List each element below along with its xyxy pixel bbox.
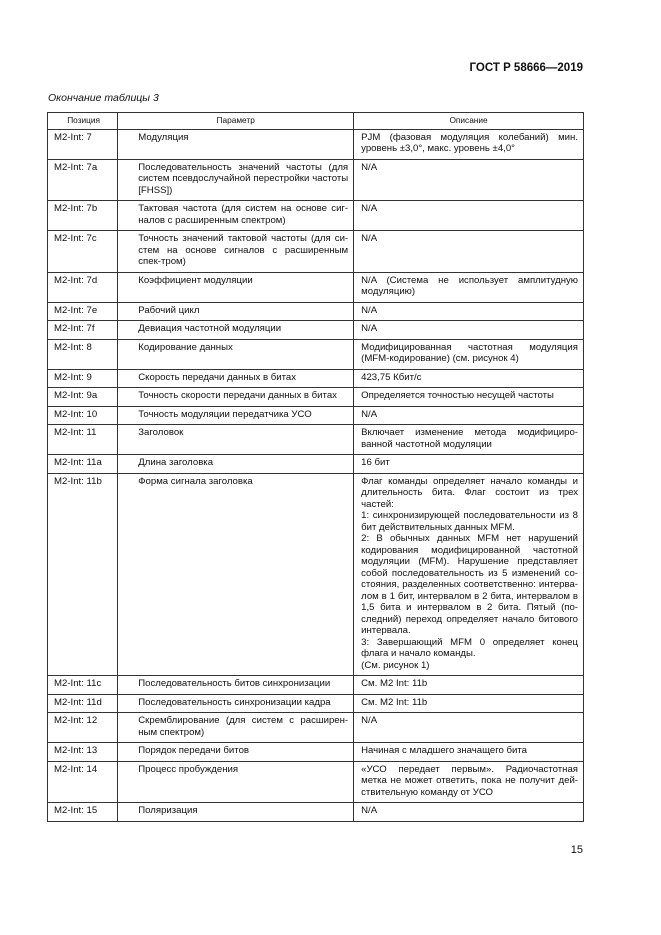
- cell-description: [354, 425, 584, 455]
- table-row: [48, 713, 584, 743]
- cell-position: M2-Int: 8: [48, 339, 118, 369]
- parameter-text: Заголовок: [138, 427, 184, 438]
- cell-position: M2-Int: 7a: [48, 159, 118, 201]
- description-text: N/A: [361, 203, 378, 214]
- cell-position: M2-Int: 7: [48, 129, 118, 159]
- cell-description: [354, 159, 584, 201]
- table-body: [48, 129, 584, 821]
- table-row: [48, 159, 584, 201]
- cell-parameter: [118, 339, 354, 369]
- cell-parameter: [118, 761, 354, 803]
- cell-position: M2-Int: 7c: [48, 231, 118, 273]
- cell-parameter: [118, 455, 354, 474]
- table-row: [48, 339, 584, 369]
- parameter-text: Процесс пробуждения: [138, 763, 239, 775]
- parameter-text: Форма сигнала заголовка: [138, 475, 253, 487]
- table-row: [48, 455, 584, 474]
- cell-position: M2-Int: 7d: [48, 272, 118, 302]
- description-text: N/A: [361, 323, 378, 334]
- parameter-text: Порядок передачи битов: [138, 745, 250, 756]
- table-row: [48, 231, 584, 273]
- cell-position: M2-Int: 9a: [48, 388, 118, 407]
- cell-description: [354, 388, 584, 407]
- table-row: [48, 388, 584, 407]
- cell-description: [354, 473, 584, 676]
- table-row: [48, 473, 584, 676]
- cell-description: [354, 302, 584, 321]
- description-text: Включает изменение метода модифициро-ванной частотной модуляции: [361, 427, 578, 450]
- table-row: [48, 321, 584, 340]
- table-row: [48, 694, 584, 713]
- table-row: [48, 803, 584, 822]
- description-text: 16 бит: [361, 457, 390, 468]
- cell-description: [354, 803, 584, 822]
- description-text: Модифицированная частотная модуляция (MFM-кодирование) (см. рисунок 4): [361, 341, 578, 364]
- table-row: [48, 369, 584, 388]
- parameter-text: Точность модуляции передатчика УСО: [138, 408, 312, 420]
- cell-parameter: [118, 743, 354, 762]
- cell-description: [354, 761, 584, 803]
- cell-description: [354, 369, 584, 388]
- description-text: N/A (Система не использует амплитудную модуляцию): [361, 274, 578, 297]
- cell-position: M2-Int: 7f: [48, 321, 118, 340]
- description-text: N/A: [361, 715, 378, 726]
- cell-description: [354, 713, 584, 743]
- cell-description: [354, 321, 584, 340]
- cell-parameter: [118, 231, 354, 273]
- cell-parameter: [118, 406, 354, 425]
- cell-description: [354, 231, 584, 273]
- cell-description: [354, 455, 584, 474]
- cell-position: M2-Int: 10: [48, 406, 118, 425]
- cell-parameter: [118, 694, 354, 713]
- description-text: См. M2 Int: 11b: [361, 678, 428, 689]
- table-row: [48, 272, 584, 302]
- description-text: N/A: [361, 304, 378, 316]
- cell-parameter: [118, 713, 354, 743]
- standard-number: ГОСТ Р 58666—2019: [469, 62, 583, 74]
- parameter-text: Рабочий цикл: [138, 304, 200, 316]
- cell-position: M2-Int: 7b: [48, 201, 118, 231]
- cell-description: [354, 406, 584, 425]
- column-header-position: Позиция: [48, 113, 118, 130]
- description-text: Определяется точностью несущей частоты: [361, 390, 554, 401]
- parameters-table: [47, 112, 584, 822]
- cell-position: M2-Int: 13: [48, 743, 118, 762]
- cell-parameter: [118, 473, 354, 676]
- description-text: «УСО передает первым». Радиочастотная метка не может ответить, пока не получит дей-ствительную команду от УСО: [361, 763, 578, 798]
- cell-parameter: [118, 321, 354, 340]
- cell-position: M2-Int: 11d: [48, 694, 118, 713]
- parameter-text: Последовательность синхронизации кадра: [138, 696, 331, 708]
- description-text: 423,75 Кбит/с: [361, 371, 422, 383]
- parameter-text: Точность значений тактовой частоты (для си-стем на основе сигналов с расширенным спек-тром): [138, 233, 349, 267]
- cell-description: [354, 694, 584, 713]
- cell-position: M2-Int: 11b: [48, 473, 118, 676]
- table-row: [48, 761, 584, 803]
- parameter-text: Коэффициент модуляции: [138, 274, 253, 286]
- parameter-text: Последовательность битов синхронизации: [138, 678, 331, 689]
- description-text: N/A: [361, 161, 378, 173]
- cell-description: [354, 339, 584, 369]
- description-text: См. M2 Int: 11b: [361, 696, 428, 708]
- cell-parameter: [118, 159, 354, 201]
- cell-parameter: [118, 129, 354, 159]
- page-number: 15: [570, 844, 583, 856]
- cell-position: M2-Int: 7e: [48, 302, 118, 321]
- parameter-text: Девиация частотной модуляции: [138, 323, 282, 334]
- description-text: N/A: [361, 408, 378, 420]
- table-row: [48, 201, 584, 231]
- parameter-text: Тактовая частота (для систем на основе сиг-налов с расширенным спектром): [138, 203, 349, 226]
- cell-position: M2-Int: 9: [48, 369, 118, 388]
- parameter-text: Последовательность значений частоты (для систем псевдослучайной перестройки частоты [FHSS]): [138, 161, 349, 196]
- cell-description: [354, 272, 584, 302]
- table-header-row: [48, 113, 584, 130]
- cell-position: M2-Int: 15: [48, 803, 118, 822]
- cell-parameter: [118, 803, 354, 822]
- parameter-text: Длина заголовка: [138, 457, 214, 468]
- cell-parameter: [118, 676, 354, 695]
- cell-parameter: [118, 302, 354, 321]
- parameter-text: Кодирование данных: [138, 341, 233, 353]
- parameter-text: Скремблирование (для систем с расширен-ным спектром): [138, 715, 349, 738]
- description-text: N/A: [361, 233, 378, 244]
- table-row: [48, 406, 584, 425]
- cell-description: [354, 743, 584, 762]
- cell-position: M2-Int: 11: [48, 425, 118, 455]
- cell-parameter: [118, 201, 354, 231]
- description-text: PJM (фазовая модуляция колебаний) мин. уровень ±3,0°, макс. уровень ±4,0°: [361, 131, 578, 154]
- column-header-description: Описание: [354, 113, 584, 130]
- table-row: [48, 425, 584, 455]
- cell-description: [354, 129, 584, 159]
- cell-description: [354, 201, 584, 231]
- table-row: [48, 302, 584, 321]
- cell-position: M2-Int: 12: [48, 713, 118, 743]
- cell-parameter: [118, 425, 354, 455]
- table-caption: Окончание таблицы 3: [48, 92, 159, 104]
- parameter-text: Поляризация: [138, 805, 198, 816]
- cell-position: M2-Int: 11a: [48, 455, 118, 474]
- table-row: [48, 743, 584, 762]
- table-row: [48, 676, 584, 695]
- cell-parameter: [118, 388, 354, 407]
- table-row: [48, 129, 584, 159]
- description-text: Флаг команды определяет начало команды и длительность бита. Флаг состоит из трех частей: 1: синхронизирующей последовательности из 8 бит действительных данных MFM. 2: В обычных данных MFM нет нарушений кодирования модифицированной частотной модуляции (MFM). Нарушение представляет собой последовательность из 5 изменений со-стояния, разделенных соответственно: интерва-лом в 1 бит, интервалом в 2 бита, интервалом в 1,5 бита и интервалом в 2 бита. Пятый (по-следний) переход определяет начало битового интервала. 3: Завершающий MFM 0 определяет конец флага и начало команды. (См. рисунок 1): [361, 475, 578, 671]
- parameter-text: Скорость передачи данных в битах: [138, 371, 297, 383]
- description-text: Начиная с младшего значащего бита: [361, 745, 527, 756]
- cell-position: M2-Int: 14: [48, 761, 118, 803]
- parameter-text: Модуляция: [138, 131, 189, 143]
- cell-description: [354, 676, 584, 695]
- cell-parameter: [118, 272, 354, 302]
- cell-parameter: [118, 369, 354, 388]
- description-text: N/A: [361, 805, 378, 816]
- parameter-text: Точность скорости передачи данных в битах: [138, 390, 337, 401]
- cell-position: M2-Int: 11c: [48, 676, 118, 695]
- column-header-parameter: Параметр: [118, 113, 354, 130]
